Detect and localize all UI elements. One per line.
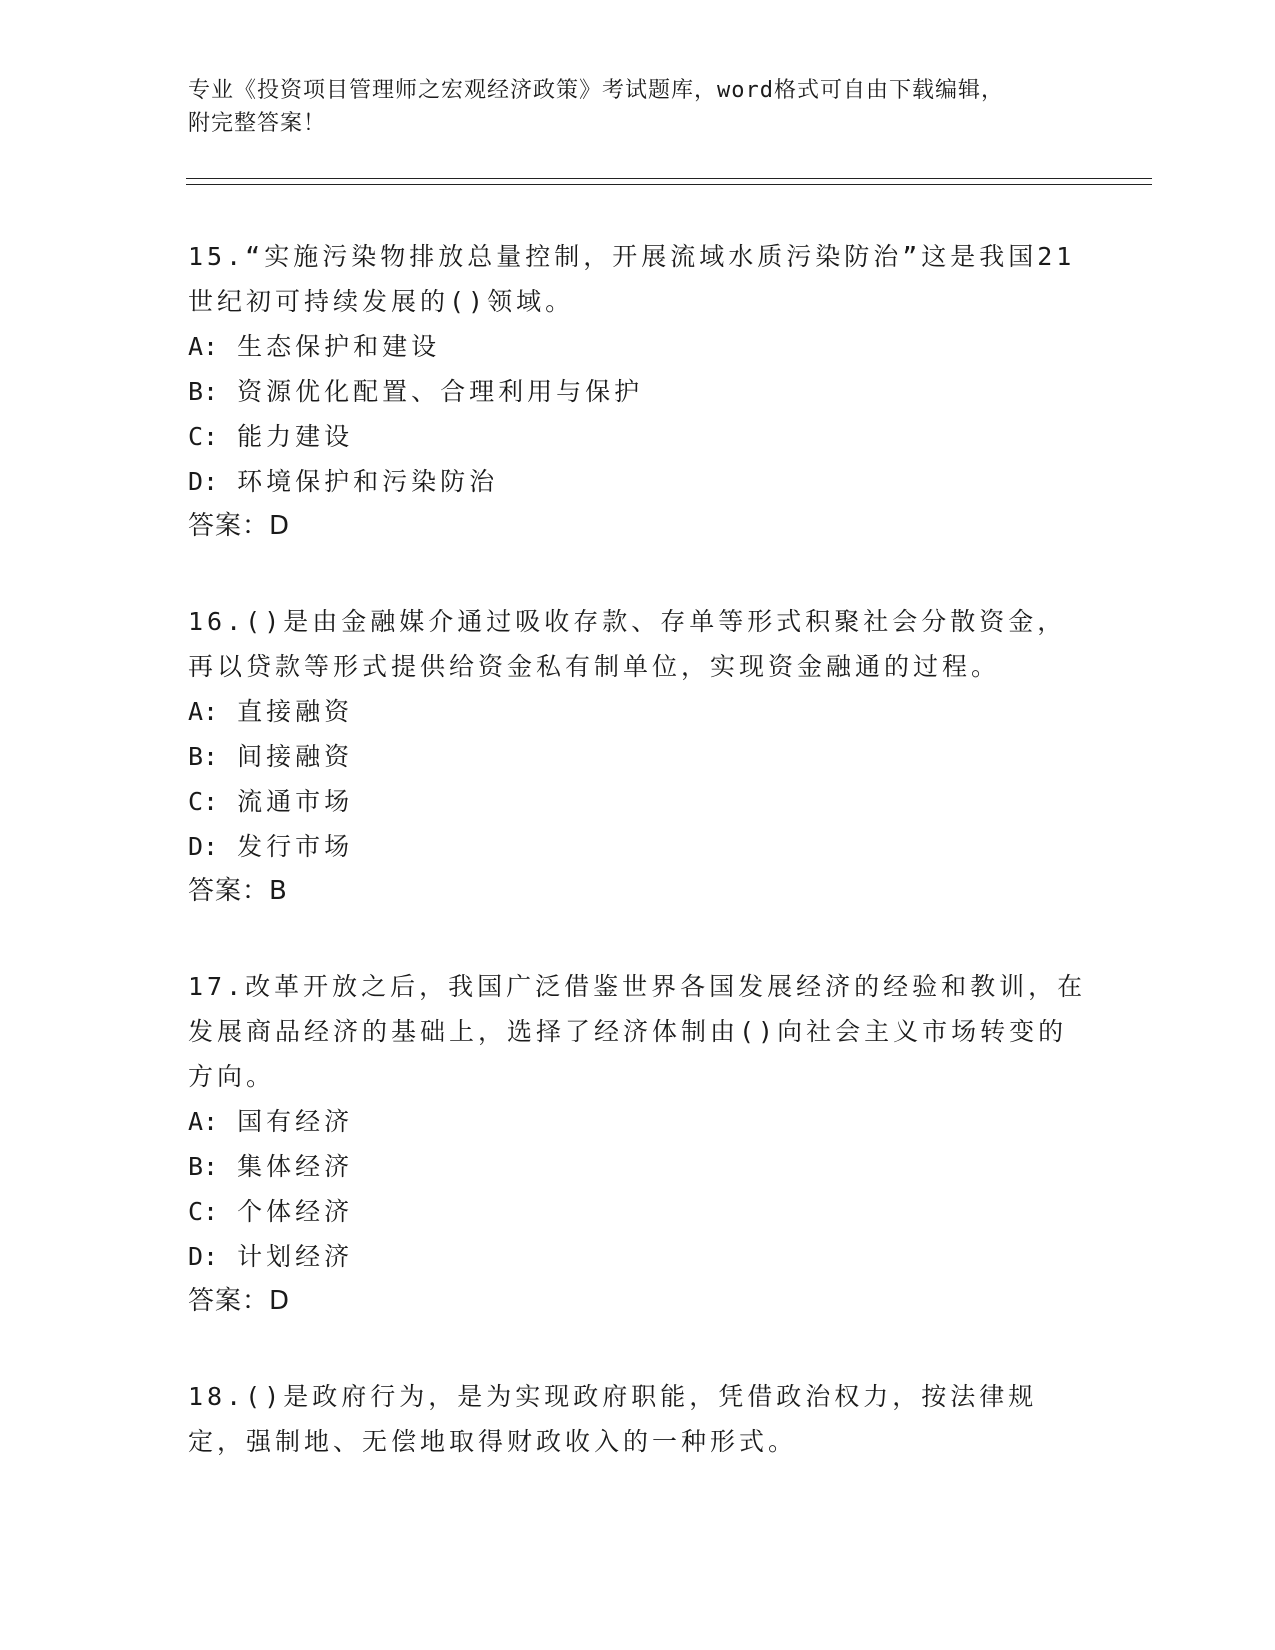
option-letter: A:	[188, 332, 219, 361]
option-letter: C:	[188, 422, 219, 451]
answer-label: 答案：	[188, 511, 270, 541]
answer-value: D	[269, 1286, 291, 1316]
option-letter: D:	[188, 832, 219, 861]
option-text: 资源优化配置、合理利用与保护	[237, 377, 644, 406]
question-stem: 18.()是政府行为，是为实现政府职能，凭借政治权力，按法律规定，强制地、无偿地取得财政收入的一种形式。	[188, 1382, 1038, 1456]
option-letter: A:	[188, 1107, 219, 1136]
option-text: 间接融资	[237, 742, 354, 771]
option-text: 生态保护和建设	[237, 332, 441, 361]
document-header	[188, 74, 1068, 140]
option-d	[188, 459, 1088, 504]
question-stem: 15.“实施污染物排放总量控制，开展流域水质污染防治”这是我国21世纪初可持续发展的()领域。	[188, 242, 1076, 316]
option-d	[188, 1234, 1088, 1279]
question-stem: 16.()是由金融媒介通过吸收存款、存单等形式积聚社会分散资金，再以贷款等形式提供给资金私有制单位，实现资金融通的过程。	[188, 607, 1067, 681]
header-line-2: 附完整答案！	[188, 111, 327, 136]
option-text: 环境保护和污染防治	[237, 467, 499, 496]
option-a	[188, 324, 1088, 369]
question-15	[188, 234, 1088, 549]
question-16	[188, 599, 1088, 914]
option-text: 直接融资	[237, 697, 354, 726]
option-text: 个体经济	[237, 1197, 354, 1226]
answer-value: D	[269, 511, 291, 541]
answer-label: 答案：	[188, 876, 270, 906]
header-divider-bottom	[186, 184, 1152, 185]
question-list	[188, 234, 1088, 1514]
question-18	[188, 1374, 1088, 1464]
option-text: 流通市场	[237, 787, 354, 816]
option-b	[188, 734, 1088, 779]
answer-line	[188, 869, 1088, 914]
option-c	[188, 414, 1088, 459]
answer-line	[188, 1279, 1088, 1324]
option-text: 国有经济	[237, 1107, 354, 1136]
option-letter: D:	[188, 1242, 219, 1271]
option-a	[188, 689, 1088, 734]
option-letter: B:	[188, 377, 219, 406]
option-a	[188, 1099, 1088, 1144]
option-text: 集体经济	[237, 1152, 354, 1181]
question-17	[188, 964, 1088, 1324]
option-text: 发行市场	[237, 832, 354, 861]
option-b	[188, 1144, 1088, 1189]
question-stem: 17.改革开放之后，我国广泛借鉴世界各国发展经济的经验和教训，在发展商品经济的基础上，选择了经济体制由()向社会主义市场转变的方向。	[188, 972, 1087, 1091]
answer-line	[188, 504, 1088, 549]
option-letter: B:	[188, 742, 219, 771]
option-text: 能力建设	[237, 422, 354, 451]
answer-label: 答案：	[188, 1286, 270, 1316]
option-letter: C:	[188, 1197, 219, 1226]
option-letter: D:	[188, 467, 219, 496]
option-c	[188, 1189, 1088, 1234]
option-text: 计划经济	[237, 1242, 354, 1271]
option-letter: B:	[188, 1152, 219, 1181]
header-divider-top	[186, 178, 1152, 179]
option-letter: C:	[188, 787, 219, 816]
option-c	[188, 779, 1088, 824]
option-b	[188, 369, 1088, 414]
answer-value: B	[269, 876, 288, 906]
option-letter: A:	[188, 697, 219, 726]
option-d	[188, 824, 1088, 869]
header-line-1: 专业《投资项目管理师之宏观经济政策》考试题库，word格式可自由下载编辑，	[188, 78, 1004, 103]
